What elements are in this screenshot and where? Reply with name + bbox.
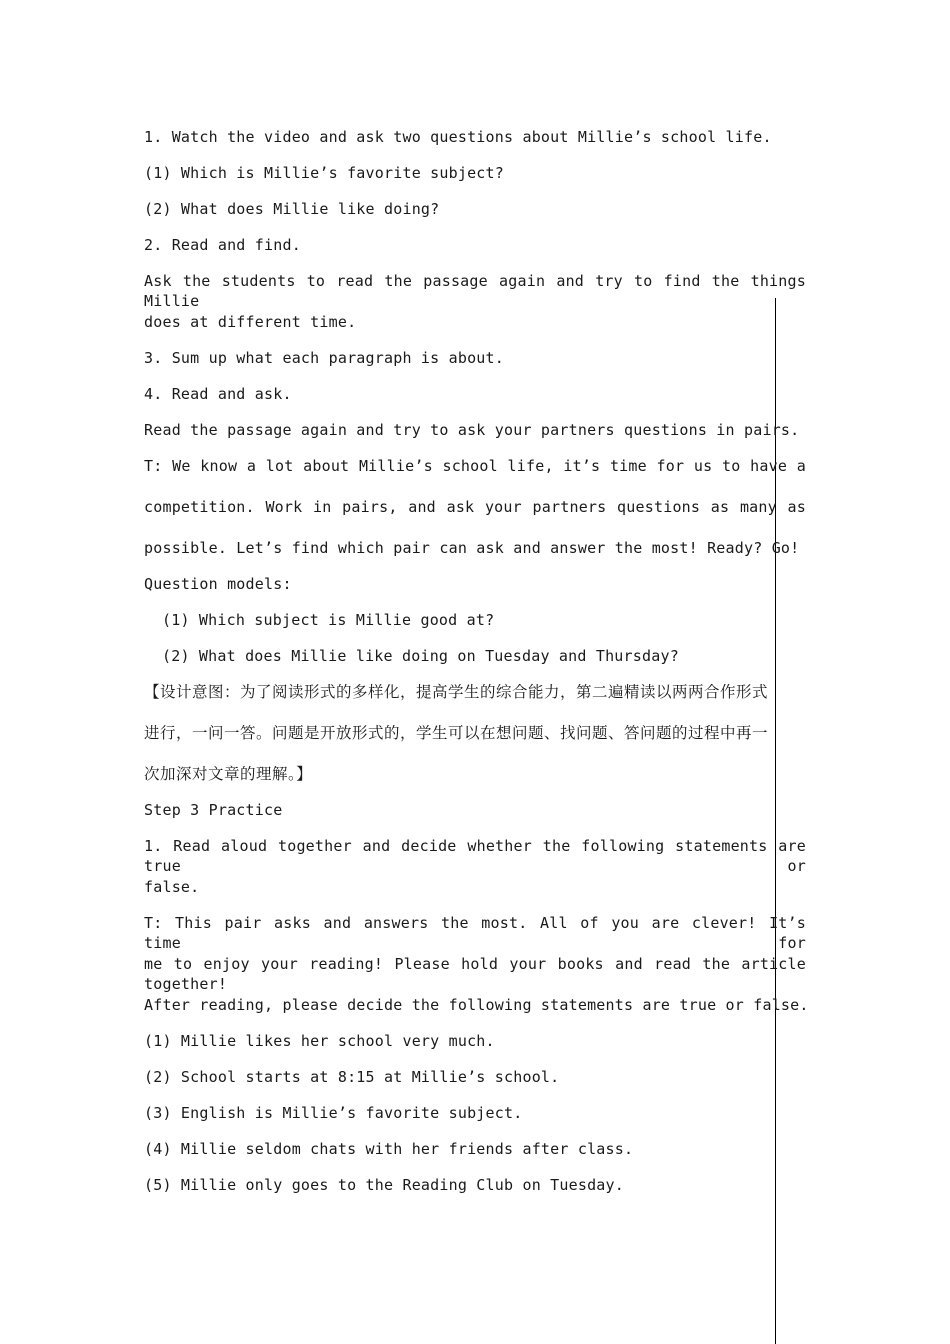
text-line: 3. Sum up what each paragraph is about. xyxy=(144,349,504,367)
text-line: (2) What does Millie like doing? xyxy=(144,200,440,218)
statement-item: (4) Millie seldom chats with her friends after class. xyxy=(144,1140,634,1158)
text-line: (1) Which subject is Millie good at? xyxy=(162,611,495,629)
statement-item: (2) School starts at 8:15 at Millie’s school. xyxy=(144,1068,560,1086)
text-line: false. xyxy=(144,878,200,896)
text-line: does at different time. xyxy=(144,313,357,331)
text-line: (2) What does Millie like doing on Tuesday and Thursday? xyxy=(162,647,679,665)
text-line: (1) Which is Millie’s favorite subject? xyxy=(144,164,504,182)
text-line: competition. Work in pairs, and ask your partners questions as many as xyxy=(144,498,806,516)
text-line: 2. Read and find. xyxy=(144,236,301,254)
chinese-note-line: 进行，一问一答。问题是开放形式的，学生可以在想问题、找问题、答问题的过程中再一 xyxy=(144,724,769,742)
section-heading: Step 3 Practice xyxy=(144,801,283,819)
statement-item: (1) Millie likes her school very much. xyxy=(144,1032,495,1050)
text-line: me to enjoy your reading! Please hold your books and read the article together! xyxy=(144,955,806,993)
text-line: After reading, please decide the following statements are true or false. xyxy=(144,996,809,1014)
chinese-note-line: 次加深对文章的理解。】 xyxy=(144,765,313,783)
text-line: 1. Read aloud together and decide whether the following statements are true or xyxy=(144,837,806,875)
text-line: Read the passage again and try to ask your partners questions in pairs. xyxy=(144,421,800,439)
text-line: possible. Let’s find which pair can ask and answer the most! Ready? Go! xyxy=(144,539,800,557)
vertical-rule xyxy=(775,298,776,1344)
statement-item: (3) English is Millie’s favorite subject. xyxy=(144,1104,523,1122)
text-line: Ask the students to read the passage again and try to find the things Millie xyxy=(144,272,806,310)
text-line: T: We know a lot about Millie’s school life, it’s time for us to have a xyxy=(144,457,806,475)
statement-item: (5) Millie only goes to the Reading Club on Tuesday. xyxy=(144,1176,624,1194)
text-line: 1. Watch the video and ask two questions about Millie’s school life. xyxy=(144,128,772,146)
text-line: T: This pair asks and answers the most. All of you are clever! It’s time for xyxy=(144,914,806,952)
chinese-note-line: 【设计意图：为了阅读形式的多样化，提高学生的综合能力，第二遍精读以两两合作形式 xyxy=(144,683,769,701)
text-line: Question models: xyxy=(144,575,292,593)
text-line: 4. Read and ask. xyxy=(144,385,292,403)
